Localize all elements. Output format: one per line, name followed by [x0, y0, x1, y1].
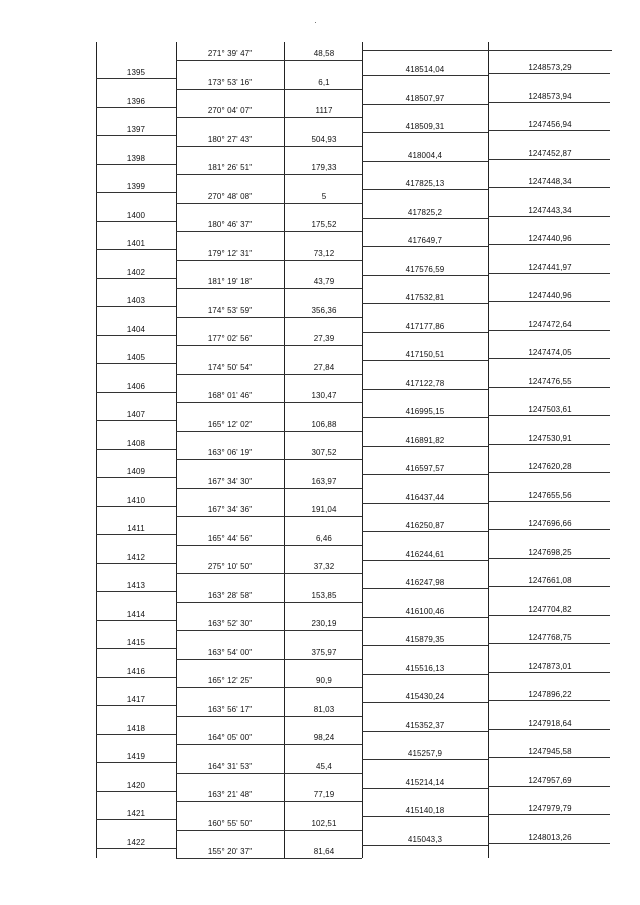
coordinate-y: 1247698,25: [528, 547, 572, 557]
row-rule: [176, 60, 362, 61]
row-rule: [176, 573, 362, 574]
coordinate-x: 415257,9: [407, 749, 443, 758]
point-number: 1395: [126, 68, 146, 77]
coordinate-x: 417532,81: [405, 293, 445, 302]
row-rule: [488, 130, 610, 131]
row-rule: [362, 104, 488, 105]
row-rule: [362, 731, 488, 732]
coordinate-y: 1247979,79: [528, 804, 572, 813]
bearing-angle: 167° 34' 30": [207, 476, 253, 486]
point-number: 1407: [126, 410, 146, 419]
coordinate-x: 415214,14: [405, 777, 445, 787]
row-rule: [176, 260, 362, 261]
row-rule: [362, 674, 488, 675]
row-rule: [362, 845, 488, 846]
row-rule: [488, 757, 610, 758]
bearing-angle: 155° 20' 37": [207, 847, 253, 856]
row-rule: [176, 773, 362, 774]
bearing-angle: 167° 34' 36": [207, 505, 253, 514]
row-rule: [96, 249, 176, 250]
bearing-angle: 271° 39' 47": [207, 49, 253, 58]
row-rule: [96, 591, 176, 592]
row-rule: [488, 216, 610, 217]
segment-distance: 90,9: [316, 676, 332, 685]
bearing-angle: 177° 02' 56": [207, 334, 253, 343]
row-rule: [488, 358, 610, 359]
row-rule: [488, 843, 610, 844]
row-rule: [96, 506, 176, 507]
coordinate-x: 417150,51: [405, 350, 445, 359]
segment-distance: 153,85: [311, 590, 337, 600]
segment-distance: 27,39: [313, 334, 335, 343]
bearing-angle: 179° 12' 31": [207, 248, 253, 258]
coordinate-x: 416244,61: [405, 549, 445, 559]
row-rule: [176, 545, 362, 546]
coordinate-y: 1247957,69: [528, 775, 572, 785]
bearing-angle: 174° 53' 59": [207, 305, 253, 315]
bearing-angle: 270° 04' 07": [207, 106, 253, 115]
row-rule: [362, 303, 488, 304]
bearing-angle: 173° 53' 16": [207, 77, 253, 87]
coordinate-y: 1247620,28: [528, 462, 572, 471]
point-number: 1403: [126, 296, 146, 305]
row-rule: [176, 431, 362, 432]
row-rule: [176, 516, 362, 517]
row-rule: [176, 801, 362, 802]
segment-distance: 73,12: [313, 248, 335, 258]
row-rule: [96, 221, 176, 222]
row-rule: [176, 317, 362, 318]
point-number: 1410: [126, 495, 146, 505]
row-rule: [96, 192, 176, 193]
row-rule: [176, 288, 362, 289]
coordinate-x: 415140,18: [405, 806, 445, 815]
coordinate-y: 1248573,94: [528, 91, 572, 101]
row-rule: [488, 586, 610, 587]
bearing-angle: 163° 52' 30": [207, 619, 253, 628]
coordinate-x: 418507,97: [405, 93, 445, 103]
row-rule: [488, 273, 610, 274]
row-rule: [488, 330, 610, 331]
segment-distance: 98,24: [313, 733, 335, 742]
bearing-angle: 181° 19' 18": [207, 277, 253, 286]
coordinate-x: 416995,15: [405, 407, 445, 416]
row-rule: [96, 563, 176, 564]
row-rule: [362, 132, 488, 133]
bearing-angle: 165° 44' 56": [207, 533, 253, 543]
point-number: 1415: [126, 638, 146, 647]
segment-distance: 5: [321, 191, 327, 201]
row-rule: [96, 449, 176, 450]
coordinate-y: 1247474,05: [528, 348, 572, 357]
row-rule: [96, 677, 176, 678]
segment-distance: 6,1: [318, 77, 330, 87]
point-number: 1418: [126, 723, 146, 733]
row-rule: [362, 531, 488, 532]
coordinate-x: 417576,59: [405, 264, 445, 274]
coordinate-y: 1247452,87: [528, 148, 572, 158]
point-number: 1396: [126, 96, 146, 106]
row-rule: [96, 534, 176, 535]
row-rule: [96, 791, 176, 792]
row-rule: [176, 345, 362, 346]
segment-distance: 102,51: [311, 818, 337, 828]
row-rule: [96, 819, 176, 820]
row-rule: [176, 174, 362, 175]
row-rule: [488, 472, 610, 473]
segment-distance: 27,84: [313, 362, 335, 372]
row-rule: [362, 332, 488, 333]
coordinate-y: 1247472,64: [528, 319, 572, 329]
row-rule: [362, 645, 488, 646]
point-number: 1417: [126, 695, 146, 704]
coordinate-y: 1247661,08: [528, 576, 572, 585]
segment-distance: 179,33: [311, 163, 337, 172]
row-rule: [176, 687, 362, 688]
row-rule: [488, 387, 610, 388]
row-rule: [176, 146, 362, 147]
segment-distance: 77,19: [313, 790, 335, 799]
coordinate-x: 415879,35: [405, 635, 445, 644]
row-rule: [362, 702, 488, 703]
point-number: 1420: [126, 780, 146, 790]
point-number: 1422: [126, 837, 146, 847]
row-rule: [362, 560, 488, 561]
row-rule: [96, 335, 176, 336]
segment-distance: 81,64: [313, 847, 335, 856]
row-rule: [362, 474, 488, 475]
row-rule: [96, 78, 176, 79]
row-rule: [362, 503, 488, 504]
segment-distance: 48,58: [313, 49, 335, 58]
row-rule: [96, 164, 176, 165]
point-number: 1402: [126, 267, 146, 277]
coordinate-y: 1247448,34: [528, 177, 572, 186]
row-rule: [362, 360, 488, 361]
row-rule: [176, 830, 362, 831]
bearing-angle: 180° 46' 37": [207, 220, 253, 229]
column-divider-y: [488, 42, 489, 858]
coordinate-y: 1247896,22: [528, 690, 572, 699]
coordinate-y: 1247918,64: [528, 718, 572, 728]
coordinate-x: 416891,82: [405, 435, 445, 445]
bearing-angle: 165° 12' 02": [207, 419, 253, 429]
segment-distance: 45,4: [316, 761, 332, 771]
row-rule: [96, 734, 176, 735]
row-rule: [362, 816, 488, 817]
row-rule: [362, 389, 488, 390]
row-rule: [176, 488, 362, 489]
segment-distance: 81,03: [313, 704, 335, 714]
coordinate-x: 415043,3: [407, 834, 443, 844]
segment-distance: 37,32: [313, 562, 335, 571]
coordinate-x: 417122,78: [405, 378, 445, 388]
point-number: 1409: [126, 467, 146, 476]
coordinate-y: 1247440,96: [528, 291, 572, 300]
coordinate-y: 1247440,96: [528, 234, 572, 243]
coordinate-x: 418004,4: [407, 150, 443, 160]
coordinate-x: 415516,13: [405, 663, 445, 673]
segment-distance: 163,97: [311, 476, 337, 486]
point-number: 1404: [126, 324, 146, 334]
row-rule: [488, 729, 610, 730]
segment-distance: 106,88: [311, 419, 337, 429]
bearing-angle: 275° 10' 50": [207, 562, 253, 571]
row-rule: [176, 117, 362, 118]
point-number: 1419: [126, 752, 146, 761]
row-rule: [176, 89, 362, 90]
segment-distance: 230,19: [311, 619, 337, 628]
row-rule: [362, 75, 488, 76]
row-rule: [362, 189, 488, 190]
row-rule: [96, 620, 176, 621]
coordinate-x: 417649,7: [407, 236, 443, 245]
coordinate-y: 1247476,55: [528, 376, 572, 386]
row-rule: [176, 602, 362, 603]
point-number: 1408: [126, 438, 146, 448]
point-number: 1397: [126, 125, 146, 134]
point-number: 1399: [126, 182, 146, 191]
coordinate-y: 1248573,29: [528, 63, 572, 72]
coordinate-x: 416437,44: [405, 492, 445, 502]
bearing-angle: 163° 28' 58": [207, 590, 253, 600]
segment-distance: 504,93: [311, 134, 337, 144]
row-rule: [176, 374, 362, 375]
row-rule: [488, 159, 610, 160]
bearing-angle: 164° 31' 53": [207, 761, 253, 771]
bearing-angle: 163° 56' 17": [207, 704, 253, 714]
row-rule: [362, 446, 488, 447]
coordinate-x: 416597,57: [405, 464, 445, 473]
bearing-angle: 163° 06' 19": [207, 448, 253, 457]
row-rule: [362, 161, 488, 162]
point-number: 1414: [126, 609, 146, 619]
row-rule: [176, 459, 362, 460]
coordinate-y: 1247696,66: [528, 519, 572, 528]
row-rule: [176, 231, 362, 232]
bearing-angle: 165° 12' 25": [207, 676, 253, 685]
bearing-angle: 163° 54' 00": [207, 647, 253, 657]
row-rule: [488, 672, 610, 673]
row-rule: [362, 246, 488, 247]
row-rule: [488, 301, 610, 302]
coordinate-y: 1247655,56: [528, 490, 572, 500]
segment-distance: 130,47: [311, 391, 337, 400]
row-rule: [488, 814, 610, 815]
coordinate-y: 1248013,26: [528, 832, 572, 842]
coordinate-x: 417177,86: [405, 321, 445, 331]
point-number: 1401: [126, 239, 146, 248]
row-rule: [488, 415, 610, 416]
coordinate-x: 417825,2: [407, 207, 443, 217]
coordinate-y: 1247503,61: [528, 405, 572, 414]
coordinate-y: 1247443,34: [528, 205, 572, 215]
point-number: 1412: [126, 552, 146, 562]
row-rule: [96, 278, 176, 279]
row-rule: [362, 417, 488, 418]
point-number: 1416: [126, 666, 146, 676]
coordinate-x: 418514,04: [405, 65, 445, 74]
row-rule: [362, 788, 488, 789]
segment-distance: 307,52: [311, 448, 337, 457]
row-rule: [96, 705, 176, 706]
row-rule: [176, 744, 362, 745]
coordinate-x: 416250,87: [405, 521, 445, 530]
segment-distance: 375,97: [311, 647, 337, 657]
segment-distance: 6,46: [316, 533, 332, 543]
row-rule: [488, 529, 610, 530]
row-rule: [488, 444, 610, 445]
row-rule: [488, 102, 610, 103]
coordinate-x: 416247,98: [405, 578, 445, 587]
point-number: 1413: [126, 581, 146, 590]
coordinates-table: [96, 42, 613, 858]
scan-speck: [315, 22, 316, 23]
row-rule: [176, 203, 362, 204]
row-rule: [488, 615, 610, 616]
row-rule: [96, 420, 176, 421]
point-number: 1398: [126, 153, 146, 163]
segment-distance: 43,79: [313, 277, 335, 286]
row-rule: [176, 402, 362, 403]
row-rule: [96, 363, 176, 364]
row-rule: [488, 558, 610, 559]
bearing-angle: 160° 55' 50": [207, 818, 253, 828]
row-rule: [176, 659, 362, 660]
coordinate-x: 418509,31: [405, 122, 445, 131]
segment-distance: 191,04: [311, 505, 337, 514]
row-rule: [362, 588, 488, 589]
row-rule: [96, 648, 176, 649]
row-rule: [488, 187, 610, 188]
row-rule: [176, 716, 362, 717]
row-rule: [362, 617, 488, 618]
point-number: 1400: [126, 210, 146, 220]
coordinate-x: 416100,46: [405, 606, 445, 616]
coordinate-y: 1247873,01: [528, 661, 572, 671]
row-rule: [96, 107, 176, 108]
row-rule: [488, 700, 610, 701]
row-rule: [96, 306, 176, 307]
segment-distance: 356,36: [311, 305, 337, 315]
coordinate-y: 1247768,75: [528, 633, 572, 642]
coordinate-y: 1247704,82: [528, 604, 572, 614]
row-rule: [96, 762, 176, 763]
bearing-angle: 180° 27' 43": [207, 134, 253, 144]
row-rule: [488, 73, 610, 74]
point-number: 1405: [126, 353, 146, 362]
bearing-angle: 168° 01' 46": [207, 391, 253, 400]
bearing-angle: 270° 48' 08": [207, 191, 253, 201]
row-rule: [96, 392, 176, 393]
row-rule: [488, 244, 610, 245]
coordinate-y: 1247530,91: [528, 433, 572, 443]
row-rule: [362, 275, 488, 276]
coordinate-y: 1247441,97: [528, 262, 572, 272]
row-rule: [488, 643, 610, 644]
segment-distance: 175,52: [311, 220, 337, 229]
row-rule: [488, 786, 610, 787]
row-rule: [488, 501, 610, 502]
point-number: 1421: [126, 809, 146, 818]
point-number: 1406: [126, 381, 146, 391]
point-number: 1411: [127, 524, 145, 533]
row-rule: [176, 630, 362, 631]
bearing-angle: 174° 50' 54": [207, 362, 253, 372]
coordinate-x: 417825,13: [405, 179, 445, 188]
row-rule: [176, 858, 362, 859]
coordinate-y: 1247456,94: [528, 120, 572, 129]
bearing-angle: 181° 26' 51": [207, 163, 253, 172]
row-rule: [362, 218, 488, 219]
coordinate-x: 415430,24: [405, 692, 445, 701]
bearing-angle: 163° 21' 48": [207, 790, 253, 799]
row-rule: [362, 50, 612, 51]
bearing-angle: 164° 05' 00": [207, 733, 253, 742]
coordinate-y: 1247945,58: [528, 747, 572, 756]
row-rule: [96, 477, 176, 478]
row-rule: [362, 759, 488, 760]
coordinate-x: 415352,37: [405, 720, 445, 730]
row-rule: [96, 135, 176, 136]
segment-distance: 1117: [315, 106, 333, 115]
row-rule: [96, 848, 176, 849]
